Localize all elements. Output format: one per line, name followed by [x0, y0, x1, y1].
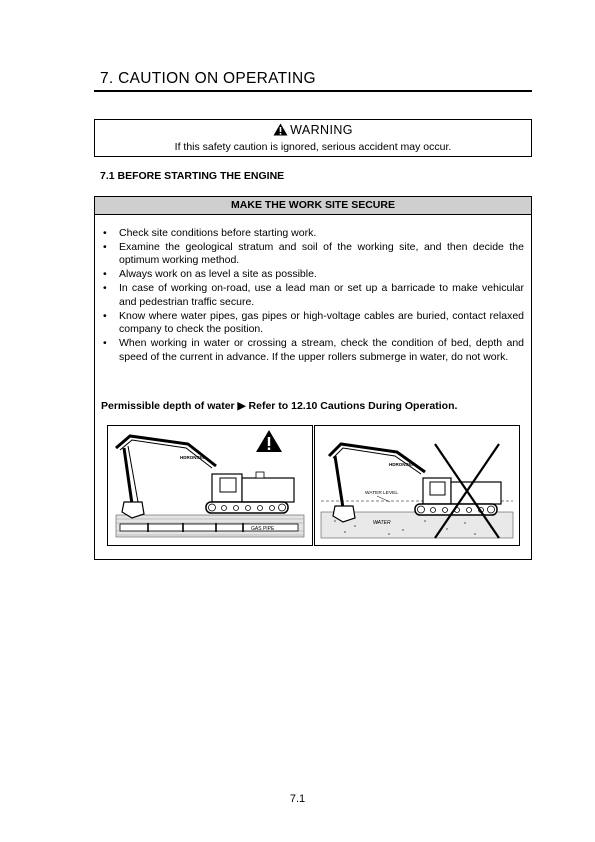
excavator-gas-pipe-drawing — [108, 426, 312, 545]
bullet-icon: • — [103, 241, 107, 253]
water-label: WATER — [373, 520, 391, 526]
illustration-water — [314, 425, 520, 546]
warning-triangle-icon — [273, 123, 288, 136]
bullet-icon: • — [103, 337, 107, 350]
bullet-icon: • — [103, 227, 107, 239]
water-level-label: WATER LEVEL — [365, 491, 399, 496]
illustration-gas-pipe — [107, 425, 313, 546]
content-box — [94, 196, 532, 560]
content-header: MAKE THE WORK SITE SECURE — [95, 197, 531, 215]
list-item: • Know where water pipes, gas pipes or high-voltage cables are buried, contact relaxed company to check the position. — [103, 309, 524, 336]
bullet-icon: • — [103, 282, 107, 295]
gas-pipe-label: GAS PIPE — [251, 526, 275, 532]
list-item: • When working in water or crossing a stream, check the condition of bed, depth and speed of the current in advance. If the upper rollers submerge in water, do not work. — [103, 337, 524, 363]
chapter-title: 7. CAUTION ON OPERATING — [100, 70, 316, 87]
chapter-divider — [94, 90, 532, 92]
list-item: • Always work on as level a site as possible. — [103, 268, 317, 281]
excavator-water-drawing — [315, 426, 519, 545]
page-number: 7.1 — [289, 793, 306, 805]
bullet-icon: • — [103, 268, 107, 281]
bullet-list — [95, 227, 531, 365]
list-item: • Examine the geological stratum and soil of the working site, and then decide the optimum working method. — [103, 241, 524, 267]
list-item: • In case of working on-road, use a lead man or set up a barricade to make vehicular and pedestrian traffic secure. — [103, 282, 524, 308]
list-item: • Check site conditions before starting work. — [103, 227, 317, 239]
depth-note: Permissible depth of water ▶ Refer to 12.10 Cautions During Operation. — [101, 400, 458, 412]
warning-text: If this safety caution is ignored, serious accident may occur. — [174, 141, 452, 153]
section-heading: 7.1 BEFORE STARTING THE ENGINE — [100, 170, 285, 182]
brand-label: HDRONSEK — [180, 455, 206, 460]
warning-triangle-icon — [256, 430, 282, 452]
warning-box — [94, 119, 532, 157]
brand-label: HDRONSEK — [389, 462, 415, 467]
warning-label: WARNING — [290, 123, 353, 137]
warning-heading — [95, 123, 531, 137]
bullet-icon: • — [103, 309, 107, 322]
